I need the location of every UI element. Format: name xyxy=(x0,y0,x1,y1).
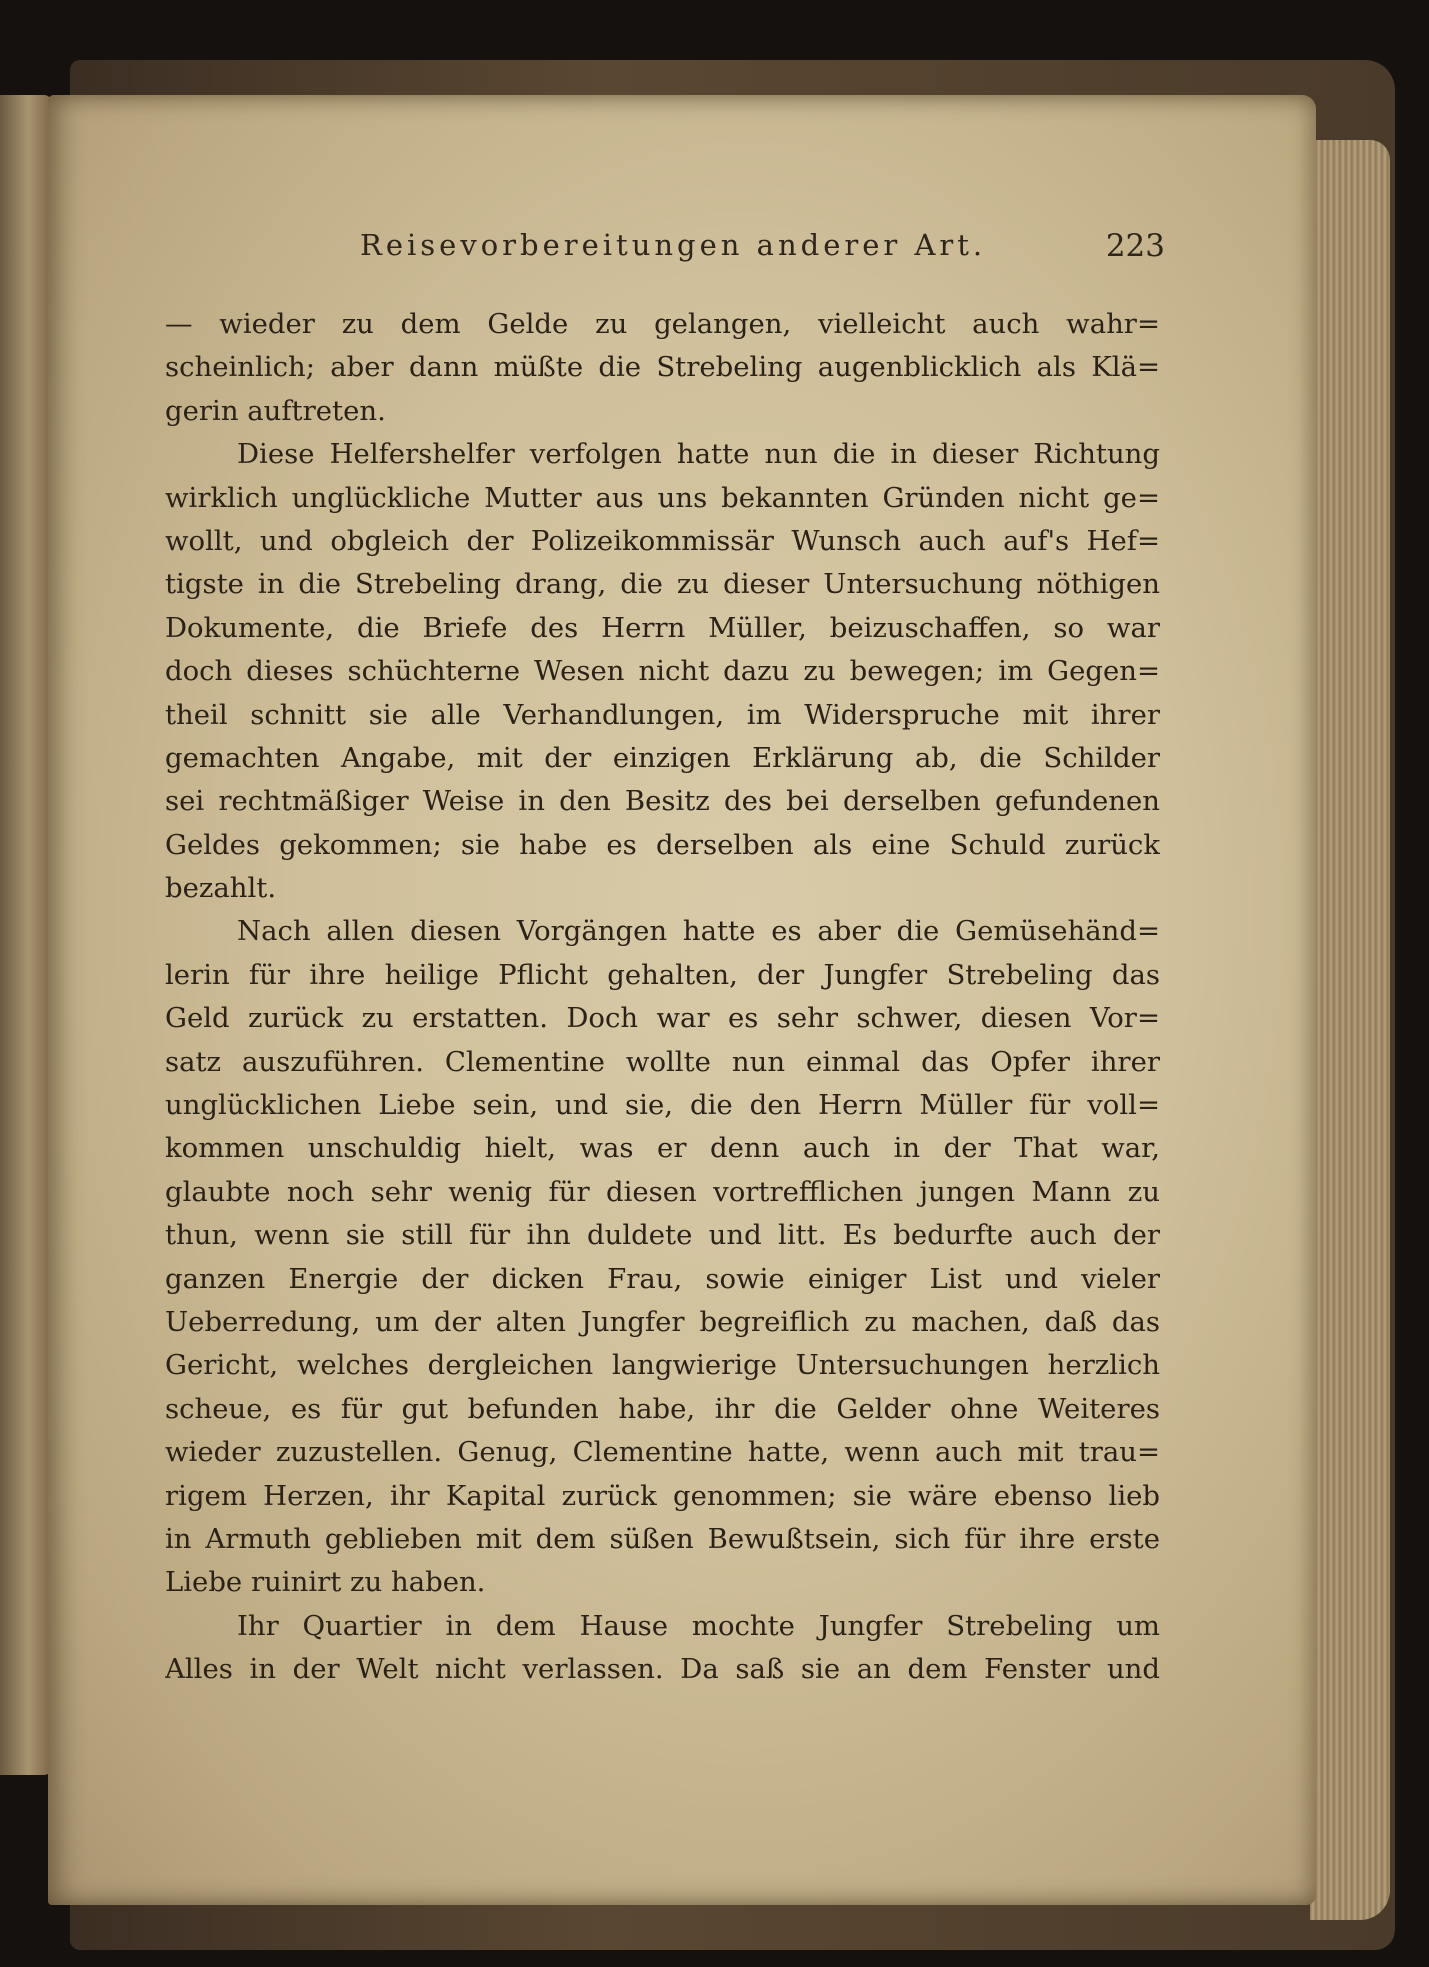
text-line: wollt, und obgleich der Polizeikommissär Wunsch auch auf's Hef= xyxy=(165,524,1160,557)
running-title: Reisevorbereitungen anderer Art. xyxy=(360,228,987,262)
text-line: Geld zurück zu erstatten. Doch war es sehr schwer, diesen Vor= xyxy=(165,1002,1160,1035)
text-line: Gericht, welches dergleichen langwierige Untersuchungen herzlich xyxy=(165,1349,1160,1382)
text-line: — wieder zu dem Gelde zu gelangen, vielleicht auch wahr= xyxy=(165,308,1160,340)
text-line: ganzen Energie der dicken Frau, sowie einiger List und vieler xyxy=(165,1262,1160,1295)
text-line: doch dieses schüchterne Wesen nicht dazu zu bewegen; im Gegen= xyxy=(165,655,1160,688)
text-line: Alles in der Welt nicht verlassen. Da saß sie an dem Fenster und xyxy=(165,1653,1160,1686)
left-page-edge xyxy=(0,95,52,1775)
text-line: theil schnitt sie alle Verhandlungen, im Widerspruche mit ihrer xyxy=(165,698,1160,731)
text-line: kommen unschuldig hielt, was er denn auch in der That war, xyxy=(165,1132,1160,1165)
text-line: Diese Helfershelfer verfolgen hatte nun die in dieser Richtung xyxy=(237,438,1160,471)
page-stack-edge xyxy=(1310,140,1390,1920)
text-line: tigste in die Strebeling drang, die zu dieser Untersuchung nöthigen xyxy=(165,568,1160,601)
text-line: gemachten Angabe, mit der einzigen Erklärung ab, die Schilder xyxy=(165,741,1160,774)
page-number: 223 xyxy=(1105,228,1165,264)
text-line: gerin auftreten. xyxy=(165,394,386,427)
text-line: sei rechtmäßiger Weise in den Besitz des bei derselben gefundenen xyxy=(165,785,1160,818)
page-header xyxy=(360,228,1180,278)
text-line: thun, wenn sie still für ihn duldete und litt. Es bedurfte auch der xyxy=(165,1219,1160,1252)
text-line: Liebe ruinirt zu haben. xyxy=(165,1566,486,1599)
text-line: scheue, es für gut befunden habe, ihr die Gelder ohne Weiteres xyxy=(165,1392,1160,1425)
text-line: bezahlt. xyxy=(165,872,277,905)
text-line: Dokumente, die Briefe des Herrn Müller, beizuschaffen, so war xyxy=(165,611,1160,644)
text-line: satz auszuführen. Clementine wollte nun einmal das Opfer ihrer xyxy=(165,1045,1160,1078)
text-line: wieder zuzustellen. Genug, Clementine hatte, wenn auch mit trau= xyxy=(165,1436,1160,1469)
text-line: rigem Herzen, ihr Kapital zurück genommen; sie wäre ebenso lieb xyxy=(165,1479,1160,1512)
text-line: scheinlich; aber dann müßte die Strebeling augenblicklich als Klä= xyxy=(165,351,1160,384)
text-line: wirklich unglückliche Mutter aus uns bekannten Gründen nicht ge= xyxy=(165,481,1160,514)
text-line: Ueberredung, um der alten Jungfer begreiflich zu machen, daß das xyxy=(165,1305,1160,1338)
text-line: lerin für ihre heilige Pflicht gehalten, der Jungfer Strebeling das xyxy=(165,958,1160,991)
text-line: Geldes gekommen; sie habe es derselben als eine Schuld zurück xyxy=(165,828,1160,861)
text-line: Ihr Quartier in dem Hause mochte Jungfer Strebeling um xyxy=(237,1609,1160,1642)
text-line: glaubte noch sehr wenig für diesen vortrefflichen jungen Mann zu xyxy=(165,1175,1160,1208)
text-line: Nach allen diesen Vorgängen hatte es aber die Gemüsehänd= xyxy=(237,915,1160,948)
text-line: in Armuth geblieben mit dem süßen Bewußtsein, sich für ihre erste xyxy=(165,1522,1160,1555)
text-line: unglücklichen Liebe sein, und sie, die den Herrn Müller für voll= xyxy=(165,1089,1160,1122)
body-text xyxy=(165,303,1160,1692)
